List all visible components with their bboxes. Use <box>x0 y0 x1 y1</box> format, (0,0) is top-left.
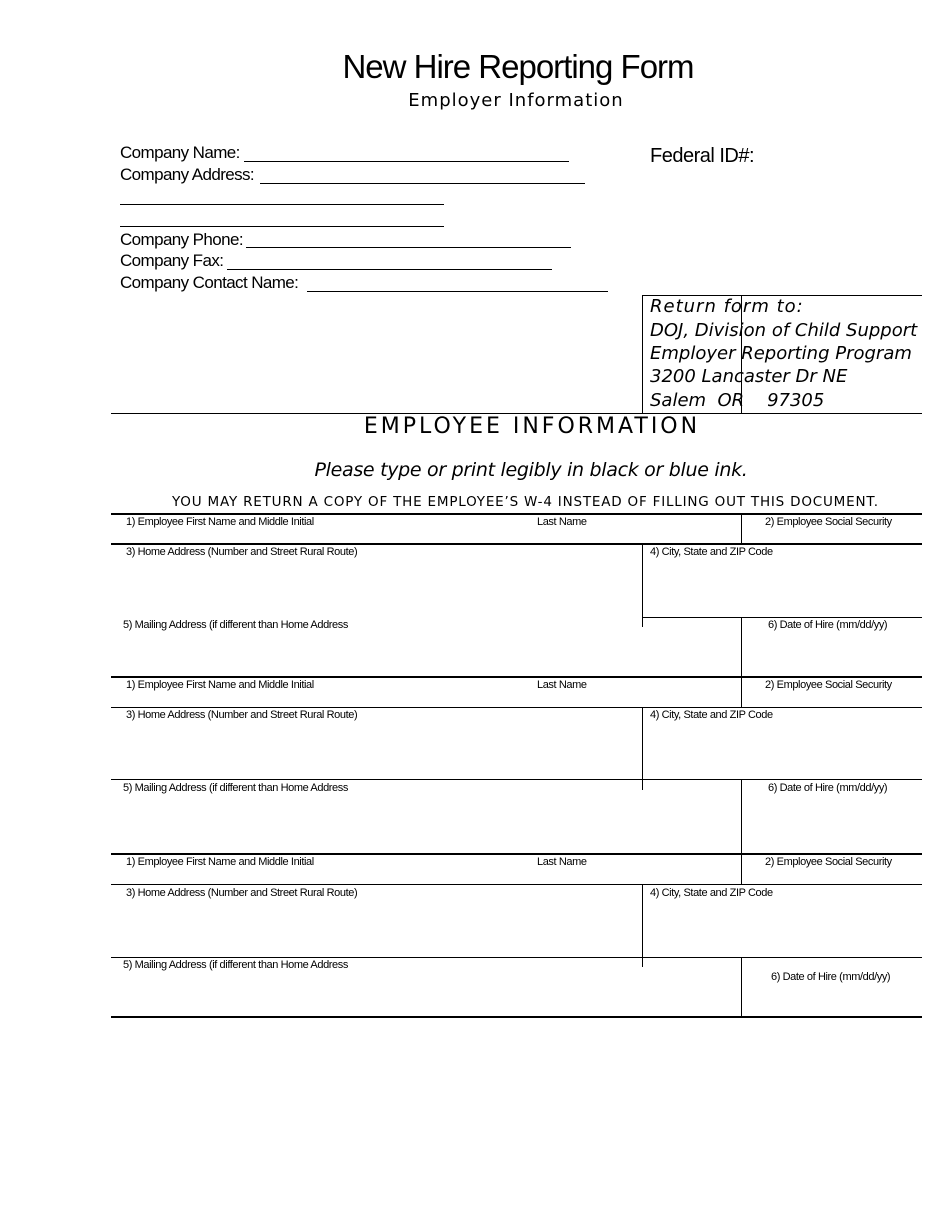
return-line: 3200 Lancaster Dr NE <box>650 366 848 387</box>
row-border <box>642 617 922 618</box>
cell-divider <box>741 780 742 854</box>
mailing-address-field[interactable]: 5) Mailing Address (if different than Home Address <box>123 782 348 794</box>
return-line: Return form to: <box>650 296 804 317</box>
company-phone-label: Company Phone: <box>120 230 243 249</box>
return-line: Employer Reporting Program <box>650 343 912 364</box>
company-contact-field[interactable] <box>307 291 608 292</box>
cell-divider <box>741 958 742 1017</box>
city-state-zip-field[interactable]: 4) City, State and ZIP Code <box>650 546 773 558</box>
date-of-hire-field[interactable]: 6) Date of Hire (mm/dd/yy) <box>768 782 888 794</box>
block-top-border <box>111 513 922 515</box>
mailing-address-field[interactable]: 5) Mailing Address (if different than Home Address <box>123 619 348 631</box>
ssn-field[interactable]: 2) Employee Social Security <box>765 516 892 528</box>
date-of-hire-field[interactable]: 6) Date of Hire (mm/dd/yy) <box>768 619 888 631</box>
ink-instruction: Please type or print legibly in black or blue ink. <box>314 459 748 481</box>
cell-divider <box>741 854 742 885</box>
block-bottom-border <box>111 1016 922 1018</box>
first-name-field[interactable]: 1) Employee First Name and Middle Initial <box>126 516 314 528</box>
form-title: New Hire Reporting Form <box>342 48 694 85</box>
home-address-field[interactable]: 3) Home Address (Number and Street Rural Route) <box>126 709 358 721</box>
block-top-border <box>111 853 922 855</box>
company-address-line-3[interactable] <box>120 226 444 227</box>
row-border <box>111 707 922 708</box>
cell-divider <box>741 513 742 544</box>
company-fax-label: Company Fax: <box>120 251 224 270</box>
federal-id-label: Federal ID#: <box>650 145 755 167</box>
company-name-field[interactable] <box>244 161 569 162</box>
date-of-hire-field[interactable]: 6) Date of Hire (mm/dd/yy) <box>771 971 891 983</box>
company-fax-field[interactable] <box>227 269 552 270</box>
form-subtitle: Employer Information <box>408 90 624 111</box>
cell-divider <box>642 885 643 967</box>
row-border <box>111 543 922 545</box>
company-contact-label: Company Contact Name: <box>120 273 299 292</box>
w4-note: YOU MAY RETURN A COPY OF THE EMPLOYEE’S W-4 INSTEAD OF FILLING OUT THIS DOCUMENT. <box>172 494 879 510</box>
company-phone-field[interactable] <box>246 247 571 248</box>
block-top-border <box>111 676 922 678</box>
company-name-label: Company Name: <box>120 143 240 162</box>
city-state-zip-field[interactable]: 4) City, State and ZIP Code <box>650 709 773 721</box>
company-address-field[interactable] <box>260 183 585 184</box>
ssn-field[interactable]: 2) Employee Social Security <box>765 679 892 691</box>
row-border <box>111 884 922 885</box>
cell-divider <box>741 676 742 707</box>
first-name-field[interactable]: 1) Employee First Name and Middle Initial <box>126 856 314 868</box>
company-address-line-2[interactable] <box>120 204 444 205</box>
company-address-label: Company Address: <box>120 165 255 184</box>
row-border <box>111 779 922 780</box>
home-address-field[interactable]: 3) Home Address (Number and Street Rural Route) <box>126 546 358 558</box>
return-line: Salem OR 97305 <box>650 390 825 411</box>
last-name-field[interactable]: Last Name <box>537 679 587 691</box>
row-border <box>111 957 922 958</box>
last-name-field[interactable]: Last Name <box>537 856 587 868</box>
mailing-address-field[interactable]: 5) Mailing Address (if different than Home Address <box>123 959 348 971</box>
cell-divider <box>642 544 643 627</box>
return-line: DOJ, Division of Child Support <box>650 320 918 341</box>
cell-divider <box>741 618 742 677</box>
cell-divider <box>642 707 643 790</box>
home-address-field[interactable]: 3) Home Address (Number and Street Rural Route) <box>126 887 358 899</box>
ssn-field[interactable]: 2) Employee Social Security <box>765 856 892 868</box>
return-box-left-border <box>642 295 643 413</box>
city-state-zip-field[interactable]: 4) City, State and ZIP Code <box>650 887 773 899</box>
last-name-field[interactable]: Last Name <box>537 516 587 528</box>
employee-info-heading: EMPLOYEE INFORMATION <box>363 414 701 439</box>
first-name-field[interactable]: 1) Employee First Name and Middle Initial <box>126 679 314 691</box>
